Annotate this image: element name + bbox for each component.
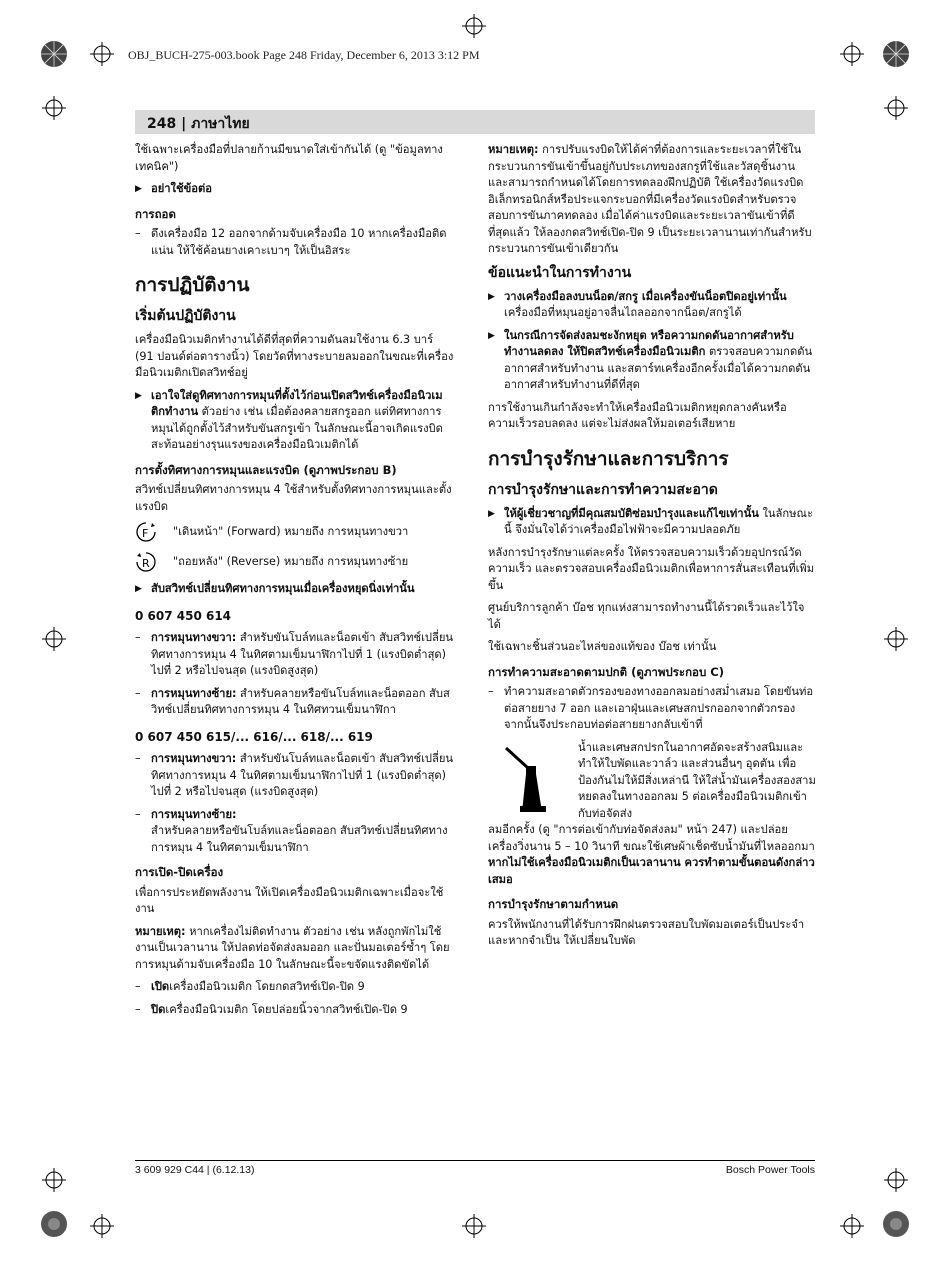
direction-warning: ▶ สับสวิทช์เปลี่ยนทิศทางการหมุนเมื่อเครื่องหยุดนิ่งเท่านั้น — [135, 581, 455, 598]
m1-right-text: สำหรับขันโบล์ทและน็อตเข้า สับสวิทช์เปลี่ยนทิศทางการหมุน 4 ในทิศตามเข็มนาฬิกาไปที่ 1 (แรงบิดต่ำสุด) ไปที่ 2 หรือไปจนสุด (แรงบิดสูงสุด) — [151, 631, 454, 677]
cleaning-paragraph-3: ใช้เฉพาะชิ้นส่วนอะไหล่ของแท้ของ บ๊อช เท่านั้น — [488, 640, 717, 653]
m2-right-item — [135, 751, 455, 801]
switch-off-text: เครื่องมือนิวเมติก โดยปล่อยนิ้วจากสวิทช์เปิด-ปิด 9 — [165, 1002, 408, 1016]
onoff-note — [135, 924, 455, 974]
forward-label: "เดินหน้า" (Forward) หมายถึง การหมุนทางขวา — [173, 524, 409, 538]
intro-paragraph: ใช้เฉพาะเครื่องมือที่ปลายก้านมีขนาดใส่เข้ากันได้ (ดู "ข้อมูลทางเทคนิค") — [135, 143, 443, 173]
sunburst-disc-icon — [882, 40, 910, 68]
forward-row — [135, 521, 455, 543]
tips-heading: ข้อแนะนำในการทำงาน — [488, 264, 632, 281]
switch-off-item — [135, 1002, 455, 1019]
left-column — [135, 142, 455, 1024]
oil-cont-bold: หากไม่ใช้เครื่องมือนิวเมติกเป็นเวลานาน ควรทำตามขั้นตอนดังกล่าวเสมอ — [488, 856, 815, 886]
cleaning-warning — [488, 506, 816, 539]
crosshair-icon — [840, 1214, 864, 1238]
start-warning — [135, 388, 455, 454]
oil-block — [488, 740, 816, 823]
onoff-paragraph: เพื่อการประหยัดพลังงาน ให้เปิดเครื่องมือนิวเมติกเฉพาะเมื่อจะใช้งาน — [135, 885, 444, 915]
m2-right-label: การหมุนทางขวา: — [151, 752, 237, 765]
oil-continued — [488, 822, 816, 888]
direction-heading: การตั้งทิศทางการหมุนและแรงบิด (ดูภาพประกอบ B) — [135, 462, 397, 477]
cleaning-heading: การบำรุงรักษาและการทำความสะอาด — [488, 481, 718, 498]
onoff-heading: การเปิด-ปิดเครื่อง — [135, 865, 224, 879]
torque-note-text: การปรับแรงบิดให้ได้ค่าที่ต้องการและระยะเวลาที่ใช้ในกระบวนการขันเข้าขึ้นอยู่กับประเภทของสกรูที่ใช้และวัสดุชิ้นงาน และสามารถกำหนดได้โดยการทดลองฝึกปฏิบัติ ใช้เครื่องวัดแรงบิดอิเล็กทรอนิกส์หรือประแจกระบอกที่มีเครื่องวัดแรงบิดสำหรับตรวจสอบการขันภาคทดลอง เมื่อได้ค่าแรงบิดและระยะเวลาขันเข้าที่ดีที่สุดแล้ว ให้ลองกดสวิทช์เปิด-ปิด 9 เป็นระยะเวลานานเท่ากันสำหรับกระบวนการขันเข้าเดียวกัน — [488, 143, 812, 255]
m2-left-text: สำหรับคลายหรือขันโบล์ทและน็อตออก สับสวิทช์เปลี่ยนทิศทางการหมุน 4 ในทิศตามเข็มนาฬิกา — [151, 824, 448, 854]
sunburst-disc-icon — [40, 40, 68, 68]
tip-1-text: เครื่องมือที่หมุนอยู่อาจลื่นไถลออกจากน็อต/สกรูได้ — [504, 306, 742, 319]
cleaning-paragraph-1: หลังการบำรุงรักษาแต่ละครั้ง ให้ตรวจสอบความเร็วด้วยอุปกรณ์วัดความเร็ว และตรวจสอบเครื่องมือนิวเมติกเพื่อหาการสั่นสะเทือนที่เพิ่มขึ้น — [488, 545, 815, 592]
crosshair-icon — [42, 627, 66, 651]
sunburst-disc-icon — [40, 1210, 68, 1238]
sunburst-disc-icon — [882, 1210, 910, 1238]
oil-cont-text: ลมอีกครั้ง (ดู "การต่อเข้ากับท่อจัดส่งลม" หน้า 247) และปล่อยเครื่องวิ่งนาน 5 – 10 วินาที ขณะใช้เศษผ้าเช็ดซับน้ำมันที่ไหลออกมา — [488, 823, 815, 853]
crosshair-icon — [884, 96, 908, 120]
m1-right-item — [135, 630, 455, 680]
regular-cleaning-heading: การทำความสะอาดตามปกติ (ดูภาพประกอบ C) — [488, 664, 724, 679]
regular-cleaning-item: – ทำความสะอาดตัวกรองของทางออกลมอย่างสม่ำเสมอ โดยขันท่อต่อสายยาง 7 ออก และเอาฝุ่นและเศษสกปรกออกจากตัวกรอง จากนั้นจึงประกอบท่อต่อสายยางกลับเข้าที่ — [488, 684, 816, 734]
maintenance-heading: การบำรุงรักษาและการบริการ — [488, 447, 729, 470]
m1-left-label: การหมุนทางซ้าย: — [151, 686, 237, 700]
tip-2-text: ตรวจสอบความกดดันอากาศสำหรับทำงาน และสตาร์ทเครื่องอีกครั้งเมื่อได้ความกดดันอากาศสำหรับทำงานที่ดีที่สุด — [504, 345, 813, 391]
torque-note — [488, 142, 816, 258]
right-column — [488, 142, 816, 956]
m2-left-label: การหมุนทางซ้าย: — [151, 807, 237, 821]
model-number-2: 0 607 450 615/... 616/... 618/... 619 — [135, 729, 373, 744]
crosshair-icon — [90, 1214, 114, 1238]
tips-paragraph: การใช้งานเกินกำลังจะทำให้เครื่องมือนิวเมติกหยุดกลางคันหรือความเร็วรอบลดลง แต่จะไม่ส่งผลให้มอเตอร์เสียหาย — [488, 400, 787, 430]
page-title: 248 | ภาษาไทย — [147, 116, 250, 132]
model-number-1: 0 607 450 614 — [135, 608, 232, 623]
crosshair-icon — [884, 627, 908, 651]
remove-heading: การถอด — [135, 206, 176, 221]
crosshair-icon — [42, 96, 66, 120]
forward-letter: F — [142, 527, 149, 540]
switch-off-bold: ปิด — [151, 1002, 166, 1016]
reverse-label: "ถอยหลัง" (Reverse) หมายถึง การหมุนทางซ้าย — [173, 554, 409, 568]
intro-warning: ▶ อย่าใช้ข้อต่อ — [135, 181, 455, 198]
torque-note-label: หมายเหตุ: — [488, 143, 539, 156]
footer-brand: Bosch Power Tools — [725, 1164, 815, 1176]
m1-left-item — [135, 686, 455, 719]
cleaning-warning-bold: ให้ผู้เชี่ยวชาญที่มีคุณสมบัติซ่อมบำรุงและแก้ไขเท่านั้น — [504, 506, 759, 520]
m2-left-item — [135, 807, 455, 857]
crosshair-icon — [840, 42, 864, 66]
cleaning-paragraph-2: ศูนย์บริการลูกค้า บ๊อช ทุกแห่งสามารถทำงานนี้ได้รวดเร็วและไว้ใจได้ — [488, 601, 805, 631]
cleaning-warning-text: ในลักษณะนี้ จึงมั่นใจได้ว่าเครื่องมือไฟฟ้าจะมีความปลอดภัย — [504, 506, 813, 536]
start-warning-text: ตัวอย่าง เช่น เมื่อต้องคลายสกรูออก แต่ทิศทางการหมุนได้ถูกตั้งไว้สำหรับขันสกรูเข้า ในลักษณะนี้อาจเกิดแรงบิดสะท้อนอย่างรุนแรงของเครื่องมือนิวเมติกได้ — [151, 405, 443, 451]
tip-2-bold: ในกรณีการจัดส่งลมชะงักหยุด หรือความกดดันอากาศสำหรับทำงานลดลง ให้ปิดสวิทช์เครื่องมือนิวเมติก — [504, 328, 794, 358]
print-slug: OBJ_BUCH-275-003.book Page 248 Friday, December 6, 2013 3:12 PM — [128, 48, 480, 62]
start-paragraph: เครื่องมือนิวเมติกทำงานได้ดีที่สุดที่ความดันลมใช้งาน 6.3 บาร์ (91 ปอนด์ต่อตารางนิ้ว) โดยวัดที่ทางระบายลมออกในขณะที่เครื่องมือนิวเมติกเปิดสวิทช์อยู่ — [135, 333, 454, 379]
operation-heading: การปฏิบัติงาน — [135, 274, 250, 296]
oil-can-icon — [502, 744, 564, 814]
footer-doc-number: 3 609 929 C44 | (6.12.13) — [135, 1164, 255, 1176]
reverse-letter: R — [142, 557, 150, 570]
crosshair-icon — [462, 14, 486, 38]
reverse-row — [135, 551, 455, 573]
m1-right-label: การหมุนทางขวา: — [151, 631, 237, 644]
reverse-rotation-icon — [135, 551, 157, 573]
switch-on-item — [135, 979, 455, 996]
tip-1-bold: วางเครื่องมือลงบนน็อต/สกรู เมื่อเครื่องขันน็อตปิดอยู่เท่านั้น — [504, 289, 787, 303]
start-warning-bold: เอาใจใส่ดูทิศทางการหมุนที่ตั้งไว้ก่อนเปิดสวิทช์เครื่องมือนิวเมติกทำงาน — [151, 388, 443, 418]
footer-divider — [135, 1160, 815, 1161]
oil-text: น้ำและเศษสกปรกในอากาศอัดจะสร้างสนิมและทำให้ใบพัดและวาล์ว และส่วนอื่นๆ อุดตัน เพื่อป้องกันไม่ให้มีสิ่งเหล่านี ให้ใส่น้ำมันเครื่องสองสามหยดลงในทางออกลม 5 ต่อเครื่องมือนิวเมติกเข้ากับท่อจัดส่ง — [578, 740, 816, 820]
remove-item: – ดึงเครื่องมือ 12 ออกจากด้ามจับเครื่องมือ 10 หากเครื่องมือติดแน่น ให้ใช้ค้อนยางเคาะเบาๆ ให้เป็นอิสระ — [135, 226, 455, 259]
crosshair-icon — [462, 1214, 486, 1238]
scheduled-heading: การบำรุงรักษาตามกำหนด — [488, 897, 619, 911]
crosshair-icon — [884, 1168, 908, 1192]
page-header-bar — [135, 110, 815, 134]
m2-right-text: สำหรับขันโบล์ทและน็อตเข้า สับสวิทช์เปลี่ยนทิศทางการหมุน 4 ในทิศตามเข็มนาฬิกาไปที่ 1 (แรงบิดต่ำสุด) ไปที่ 2 หรือไปจนสุด (แรงบิดสูงสุด) — [151, 752, 454, 798]
start-heading: เริ่มต้นปฏิบัติงาน — [135, 308, 236, 324]
tip-2 — [488, 328, 816, 394]
onoff-note-label: หมายเหตุ: — [135, 924, 186, 938]
switch-on-bold: เปิด — [151, 980, 170, 993]
direction-paragraph: สวิทช์เปลี่ยนทิศทางการหมุน 4 ใช้สำหรับตั้งทิศทางการหมุนและตั้งแรงบิด — [135, 483, 452, 513]
scheduled-paragraph: ควรให้พนักงานที่ได้รับการฝึกฝนตรวจสอบใบพัดมอเตอร์เป็นประจำ และหากจำเป็น ให้เปลี่ยนใบพัด — [488, 917, 805, 947]
crosshair-icon — [42, 1168, 66, 1192]
forward-rotation-icon — [135, 521, 157, 543]
onoff-note-text: หากเครื่องไม่ติดทำงาน ตัวอย่าง เช่น หลังถูกพักไม่ใช้งานเป็นเวลานาน ให้ปลดท่อจัดส่งลมออก และปั่นมอเตอร์ซ้ำๆ โดยการหมุนด้ามจับเครื่องมือ 10 ในลักษณะนี้จะขจัดแรงติดขัดได้ — [135, 924, 450, 971]
m1-left-text: สำหรับคลายหรือขันโบล์ทและน็อตออก สับสวิทช์เปลี่ยนทิศทางการหมุน 4 ในทิศทวนเข็มนาฬิกา — [151, 686, 450, 716]
crosshair-icon — [90, 42, 114, 66]
switch-on-text: เครื่องมือนิวเมติก โดยกดสวิทช์เปิด-ปิด 9 — [169, 980, 365, 993]
tip-1 — [488, 289, 816, 322]
